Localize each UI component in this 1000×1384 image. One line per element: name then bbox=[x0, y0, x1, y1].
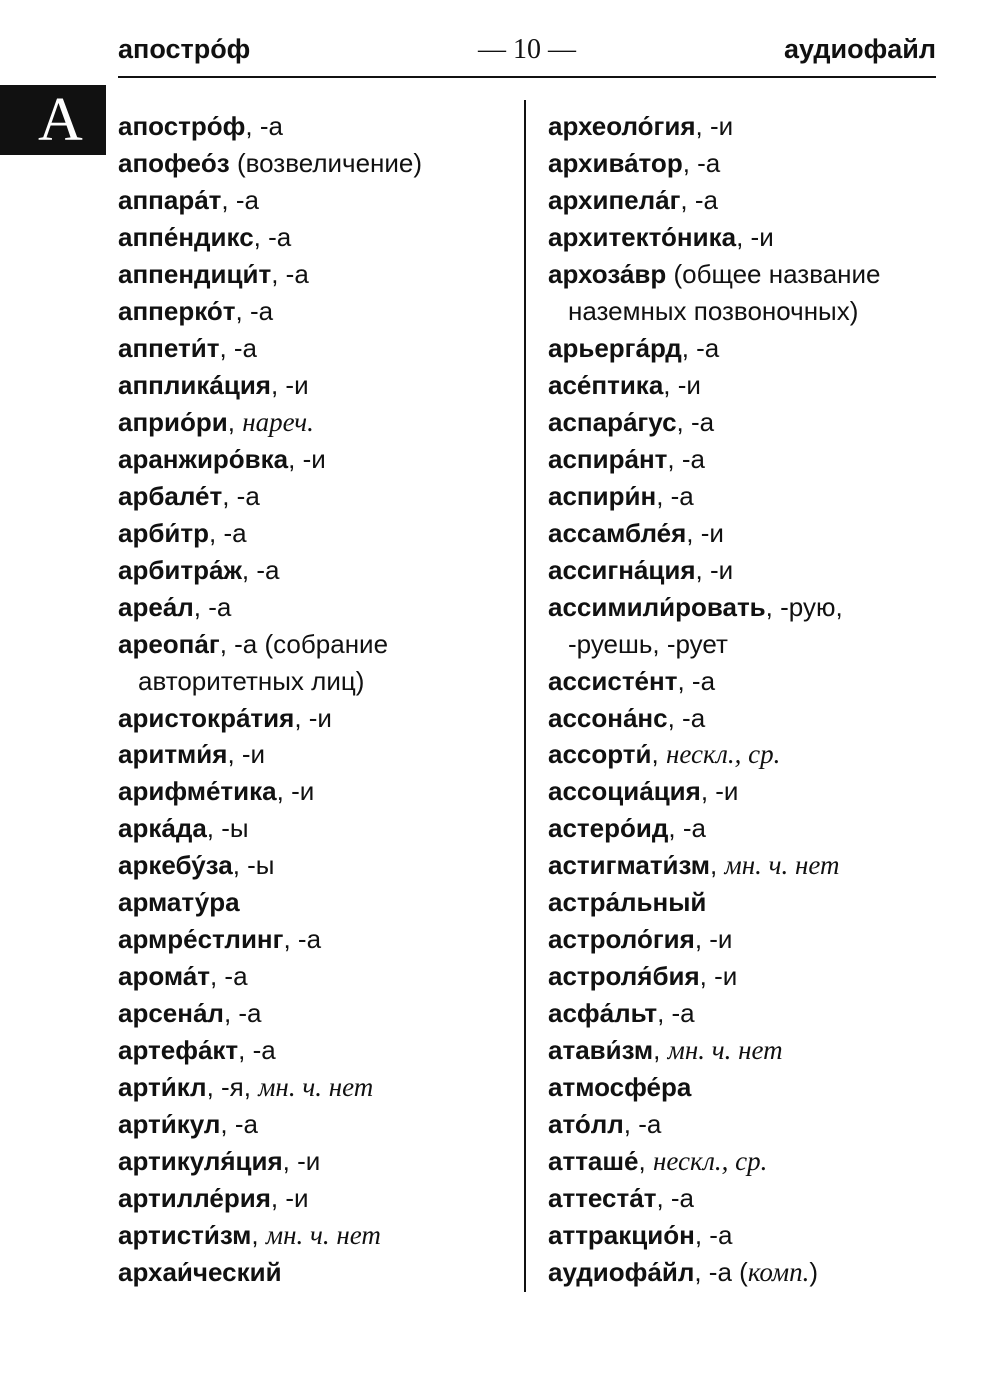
entry-grammar: , bbox=[651, 739, 666, 770]
entry-headword: арти́кул bbox=[118, 1109, 221, 1140]
entry-grammar: , -а bbox=[221, 184, 259, 215]
dictionary-entry bbox=[118, 108, 518, 145]
entry-grammar: , -и bbox=[288, 443, 326, 474]
entry-grammar: , -а bbox=[235, 295, 274, 326]
entry-headword: археоло́гия bbox=[548, 111, 696, 141]
entry-grammar: , bbox=[638, 1146, 653, 1177]
entry-grammar: , -и bbox=[700, 776, 739, 807]
dictionary-entry bbox=[548, 478, 948, 515]
running-header bbox=[118, 30, 936, 76]
dictionary-entry bbox=[118, 330, 518, 367]
entry-grammar: , -а bbox=[676, 406, 715, 437]
entry-grammar: , -а bbox=[245, 111, 283, 141]
dictionary-entry bbox=[548, 736, 948, 773]
entry-grammar: , -а bbox=[283, 924, 322, 955]
entry-grammar: , -и bbox=[270, 369, 309, 400]
dictionary-entry bbox=[118, 1217, 518, 1254]
entry-grammar: наземных позвоночных) bbox=[568, 295, 859, 326]
dictionary-entry bbox=[118, 441, 518, 478]
dictionary-entry bbox=[548, 995, 948, 1032]
dictionary-entry bbox=[548, 330, 948, 367]
entry-grammar: , -а bbox=[694, 1220, 733, 1251]
dictionary-entry bbox=[548, 773, 948, 810]
entry-grammar: , -а bbox=[668, 813, 706, 844]
entry-grammar: , -а (собрание bbox=[219, 628, 389, 659]
dictionary-entry bbox=[118, 958, 518, 995]
dictionary-entry bbox=[548, 589, 948, 626]
column-divider bbox=[524, 100, 526, 1292]
entry-headword: армату́ра bbox=[118, 887, 240, 918]
dictionary-entry bbox=[118, 515, 518, 552]
entry-headword: аппара́т bbox=[118, 184, 222, 215]
entry-grammar: , -и bbox=[227, 739, 266, 770]
entry-grammar: , -а bbox=[681, 332, 720, 363]
entry-grammar: , -а bbox=[193, 591, 232, 622]
entry-grammar: , -а bbox=[223, 998, 262, 1029]
entry-headword: арома́т bbox=[118, 961, 210, 992]
dictionary-entry bbox=[548, 1180, 948, 1217]
entry-headword: архива́тор bbox=[548, 147, 683, 178]
dictionary-entry bbox=[548, 700, 948, 737]
entry-note: мн. ч. нет bbox=[667, 1035, 783, 1066]
entry-grammar: , bbox=[710, 850, 725, 881]
dictionary-entry bbox=[118, 293, 518, 330]
section-letter-tab bbox=[0, 85, 106, 155]
entry-headword: аспара́гус bbox=[548, 406, 677, 437]
entry-headword: ассисте́нт bbox=[548, 665, 678, 696]
entry-grammar: , -и bbox=[694, 924, 733, 955]
entry-grammar: , -а ( bbox=[694, 1257, 748, 1288]
dictionary-entry bbox=[118, 552, 518, 589]
entry-headword: априо́ри bbox=[118, 406, 228, 437]
right-column bbox=[548, 108, 948, 1291]
dictionary-entry bbox=[548, 958, 948, 995]
dictionary-entry bbox=[118, 367, 518, 404]
entry-headword: аспира́нт bbox=[548, 443, 668, 474]
entry-headword: аудиофа́йл bbox=[548, 1257, 695, 1288]
entry-note: мн. ч. нет bbox=[724, 850, 840, 881]
entry-headword: апостро́ф bbox=[118, 111, 246, 141]
entry-headword: аттеста́т bbox=[548, 1183, 657, 1214]
dictionary-entry bbox=[118, 921, 518, 958]
entry-continuation bbox=[118, 663, 518, 700]
entry-headword: ареопа́г bbox=[118, 628, 220, 659]
page-number: — 10 — bbox=[478, 34, 576, 65]
dictionary-entry bbox=[118, 219, 518, 256]
dictionary-entry bbox=[548, 1143, 948, 1180]
entry-grammar: , -а bbox=[253, 221, 292, 252]
entry-headword: ареа́л bbox=[118, 591, 194, 622]
entry-grammar: , -а bbox=[667, 443, 705, 474]
entry-headword: аркебу́за bbox=[118, 850, 233, 881]
entry-headword: аристокра́тия bbox=[118, 702, 295, 733]
entry-headword: ассимили́ровать bbox=[548, 591, 766, 622]
entry-grammar: , -рую, bbox=[765, 591, 843, 622]
entry-headword: аттракцио́н bbox=[548, 1220, 695, 1251]
entry-grammar: , -а bbox=[219, 332, 258, 363]
dictionary-entry bbox=[118, 773, 518, 810]
dictionary-entry bbox=[548, 219, 948, 256]
entry-headword: апофео́з bbox=[118, 147, 230, 178]
dictionary-entry bbox=[118, 884, 518, 921]
entry-grammar: , -а bbox=[677, 665, 716, 696]
entry-closing-paren: ) bbox=[809, 1257, 819, 1288]
entry-headword: армре́стлинг bbox=[118, 924, 284, 955]
dictionary-entry bbox=[118, 1069, 518, 1106]
entry-grammar: , -и bbox=[276, 776, 315, 807]
entry-grammar: , -и bbox=[686, 517, 724, 548]
entry-grammar: , -и bbox=[699, 961, 738, 992]
entry-grammar: , -а bbox=[623, 1109, 662, 1140]
dictionary-entry bbox=[548, 404, 948, 441]
dictionary-entry bbox=[548, 1069, 948, 1106]
dictionary-entry bbox=[548, 515, 948, 552]
entry-note: нареч. bbox=[242, 406, 314, 437]
entry-grammar: -руешь, -рует bbox=[568, 628, 728, 659]
entry-grammar: , -а bbox=[680, 184, 718, 215]
entry-grammar: , -ы bbox=[206, 813, 249, 844]
entry-headword: архоза́вр bbox=[548, 258, 667, 289]
entry-grammar: (общее название bbox=[666, 258, 881, 289]
dictionary-entry bbox=[118, 1032, 518, 1069]
dictionary-entry bbox=[548, 847, 948, 884]
entry-headword: астигмати́зм bbox=[548, 850, 711, 881]
dictionary-entry bbox=[118, 847, 518, 884]
entry-headword: асе́птика bbox=[548, 369, 664, 400]
dictionary-entry bbox=[548, 441, 948, 478]
entry-headword: аппе́ндикс bbox=[118, 221, 254, 252]
entry-grammar: , bbox=[653, 1035, 668, 1066]
entry-grammar: , -ы bbox=[232, 850, 275, 881]
entry-headword: аппети́т bbox=[118, 332, 220, 363]
dictionary-entry bbox=[548, 884, 948, 921]
entry-grammar: , -а bbox=[222, 480, 260, 511]
entry-grammar: , bbox=[227, 406, 243, 437]
dictionary-entry bbox=[548, 182, 948, 219]
entry-headword: атмосфе́ра bbox=[548, 1072, 692, 1103]
entry-headword: асфа́льт bbox=[548, 998, 658, 1029]
entry-headword: аритми́я bbox=[118, 739, 228, 770]
entry-headword: астеро́ид bbox=[548, 813, 669, 844]
entry-headword: ассона́нс bbox=[548, 702, 668, 733]
entry-grammar: , -и bbox=[736, 221, 774, 252]
dictionary-entry bbox=[118, 995, 518, 1032]
section-letter: А bbox=[38, 86, 83, 154]
entry-grammar: авторитетных лиц) bbox=[138, 665, 365, 696]
header-first-word: апостро́ф bbox=[118, 34, 251, 64]
entry-grammar: , -а bbox=[682, 147, 721, 178]
entry-headword: арбале́т bbox=[118, 480, 223, 511]
dictionary-entry bbox=[548, 1032, 948, 1069]
dictionary-entry bbox=[118, 810, 518, 847]
entry-grammar: , -а bbox=[667, 702, 706, 733]
entry-grammar: (возвеличение) bbox=[229, 147, 423, 178]
entry-headword: артефа́кт bbox=[118, 1035, 239, 1066]
dictionary-entry bbox=[118, 256, 518, 293]
entry-headword: апперко́т bbox=[118, 295, 236, 326]
entry-grammar: , -и bbox=[270, 1183, 309, 1214]
entry-headword: арифме́тика bbox=[118, 776, 277, 807]
entry-grammar: , -а bbox=[209, 961, 248, 992]
dictionary-entry bbox=[548, 663, 948, 700]
entry-headword: ато́лл bbox=[548, 1109, 624, 1140]
entry-continuation bbox=[548, 626, 948, 663]
entry-note: мн. ч. нет bbox=[258, 1072, 374, 1103]
dictionary-entry bbox=[118, 145, 518, 182]
entry-headword: арьерга́рд bbox=[548, 332, 682, 363]
dictionary-entry bbox=[118, 626, 518, 663]
entry-grammar: , -а bbox=[657, 998, 695, 1029]
entry-headword: ассоциа́ция bbox=[548, 776, 701, 807]
dictionary-entry bbox=[548, 1254, 948, 1291]
entry-headword: арбитра́ж bbox=[118, 554, 242, 585]
entry-grammar: , -и bbox=[294, 702, 332, 733]
entry-headword: аппликáция bbox=[118, 369, 271, 400]
dictionary-entry bbox=[548, 921, 948, 958]
dictionary-entry bbox=[548, 145, 948, 182]
entry-headword: ассамбле́я bbox=[548, 517, 687, 548]
entry-headword: астроло́гия bbox=[548, 924, 695, 955]
dictionary-entry bbox=[548, 810, 948, 847]
entry-grammar: , -а bbox=[241, 554, 280, 585]
entry-headword: астроля́бия bbox=[548, 961, 700, 992]
entry-headword: архипела́г bbox=[548, 184, 681, 215]
entry-headword: арка́да bbox=[118, 813, 207, 844]
entry-grammar: , -и bbox=[282, 1146, 321, 1177]
entry-headword: атави́зм bbox=[548, 1035, 654, 1066]
entry-headword: астра́льный bbox=[548, 887, 707, 918]
dictionary-entry bbox=[118, 589, 518, 626]
entry-headword: арти́кл bbox=[118, 1072, 207, 1103]
entry-headword: артилле́рия bbox=[118, 1183, 271, 1214]
entry-grammar: , -а bbox=[656, 1183, 695, 1214]
entry-grammar: , -а bbox=[238, 1035, 276, 1066]
entry-grammar: , -а bbox=[220, 1109, 258, 1140]
dictionary-entry bbox=[118, 404, 518, 441]
entry-headword: атташе́ bbox=[548, 1146, 639, 1177]
entry-grammar: , -и bbox=[695, 554, 734, 585]
entry-grammar: , -а bbox=[271, 258, 309, 289]
dictionary-entry bbox=[548, 1106, 948, 1143]
dictionary-entry bbox=[118, 736, 518, 773]
dictionary-entry bbox=[548, 108, 948, 145]
entry-headword: архаи́ческий bbox=[118, 1257, 282, 1288]
entry-grammar: , -а bbox=[209, 517, 247, 548]
entry-note: комп. bbox=[747, 1257, 810, 1288]
dictionary-entry bbox=[118, 1143, 518, 1180]
entry-grammar: , -а bbox=[656, 480, 694, 511]
entry-note: нескл., ср. bbox=[665, 739, 781, 770]
dictionary-entry bbox=[548, 256, 948, 293]
dictionary-entry bbox=[118, 478, 518, 515]
entry-continuation bbox=[548, 293, 948, 330]
dictionary-entry bbox=[118, 1180, 518, 1217]
entry-headword: архитекто́ника bbox=[548, 221, 737, 252]
dictionary-entry bbox=[118, 1106, 518, 1143]
entry-headword: арби́тр bbox=[118, 517, 209, 548]
entry-grammar: , bbox=[251, 1220, 266, 1251]
entry-grammar: , -я, bbox=[206, 1072, 259, 1103]
dictionary-entry bbox=[548, 1217, 948, 1254]
entry-grammar: , -и bbox=[695, 111, 734, 141]
entry-grammar: , -и bbox=[663, 369, 701, 400]
dictionary-entry bbox=[118, 182, 518, 219]
entry-headword: ассорти́ bbox=[548, 739, 652, 770]
entry-note: мн. ч. нет bbox=[265, 1220, 381, 1251]
dictionary-entry bbox=[548, 367, 948, 404]
dictionary-entry bbox=[118, 700, 518, 737]
entry-headword: арсена́л bbox=[118, 998, 224, 1029]
entry-headword: артикуля́ция bbox=[118, 1146, 283, 1177]
header-last-word: аудиофайл bbox=[784, 34, 936, 64]
entry-headword: аранжиро́вка bbox=[118, 443, 289, 474]
dictionary-entry bbox=[548, 552, 948, 589]
entry-note: нескл., ср. bbox=[652, 1146, 768, 1177]
entry-headword: ассигна́ция bbox=[548, 554, 696, 585]
dictionary-entry bbox=[118, 1254, 518, 1291]
entry-headword: артисти́зм bbox=[118, 1220, 252, 1251]
entry-headword: аспири́н bbox=[548, 480, 657, 511]
header-rule bbox=[118, 76, 936, 78]
left-column bbox=[118, 108, 518, 1291]
entry-headword: аппендици́т bbox=[118, 258, 272, 289]
